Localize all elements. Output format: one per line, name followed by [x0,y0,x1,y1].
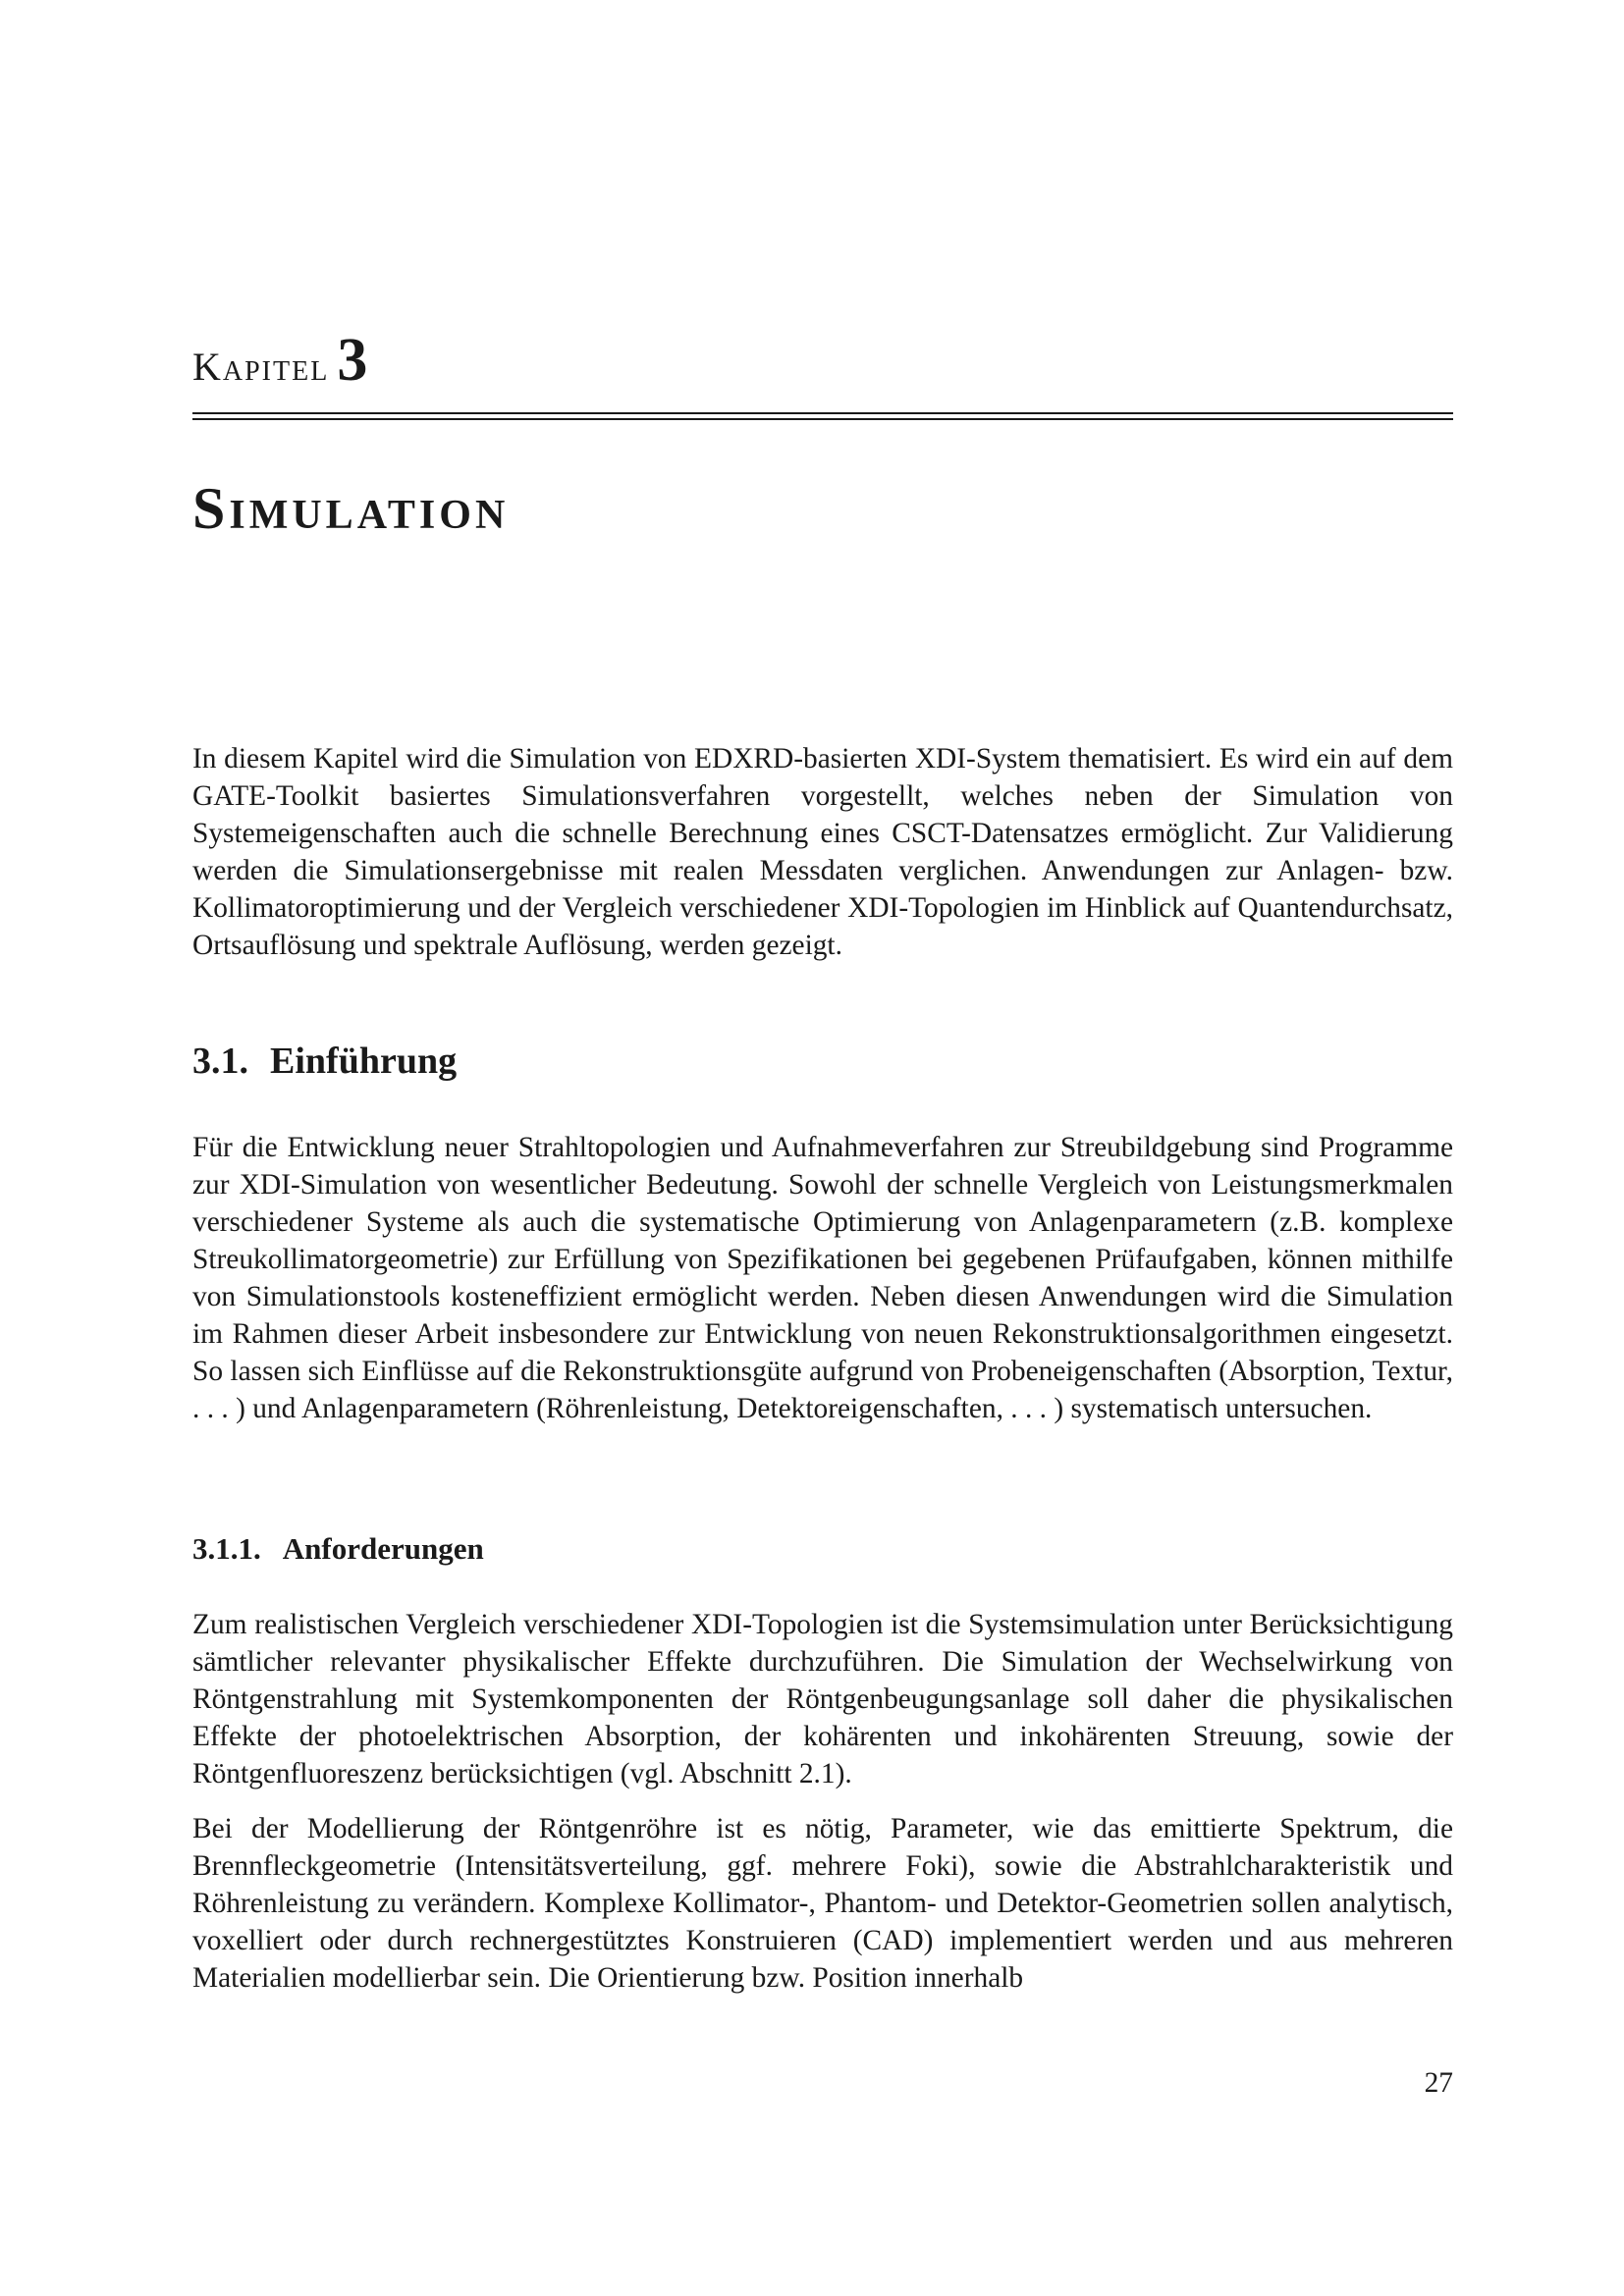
chapter-number: 3 [337,327,368,394]
chapter-rule-top [192,412,1453,414]
section-number: 3.1. [192,1041,248,1082]
section-paragraph: Für die Entwicklung neuer Strahltopologien und Aufnahmeverfahren zur Streubildgebung sind Programme zur XDI-Simulation von wesentlicher Bedeutung. Sowohl der schnelle Vergleich von Leistungsmerkmalen verschiedener Systeme als auch die systematische Optimierung von Anlagenparametern (z.B. komplexe Streukollimatorgeometrie) zur Erfüllung von Spezifikationen bei gegebenen Prüfaufgaben, können mithilfe von Simulationstools kosteneffizient ermöglicht werden. Neben diesen Anwendungen wird die Simulation im Rahmen dieser Arbeit insbesondere zur Entwicklung von neuen Rekonstruktionsalgorithmen eingesetzt. So lassen sich Einflüsse auf die Rekonstruktionsgüte aufgrund von Probeneigenschaften (Absorption, Textur, . . . ) und Anlagenparametern (Röhrenleistung, Detektoreigenschaften, . . . ) systematisch untersuchen. [192,1132,1453,1424]
subsection-heading [192,1533,1453,1564]
section-heading [192,1042,1453,1080]
chapter-title: Simulation [192,476,510,541]
subsection-number: 3.1.1. [192,1531,261,1566]
subsection-paragraph-2: Bei der Modellierung der Röntgenröhre ist es nötig, Parameter, wie das emittierte Spektrum, die Brennfleckgeometrie (Intensitätsverteilung, ggf. mehrere Foki), sowie die Abstrahlcharakteristik und Röhrenleistung zu verändern. Komplexe Kollimator-, Phantom- und Detektor-Geometrien sollen analytisch, voxelliert oder durch rechnergestütztes Konstruieren (CAD) implementiert werden und aus mehreren Materialien modellierbar sein. Die Orientierung bzw. Position innerhalb [192,1813,1453,1994]
intro-paragraph: In diesem Kapitel wird die Simulation von EDXRD-basierten XDI-System thematisiert. Es wird ein auf dem GATE-Toolkit basiertes Simulationsverfahren vorgestellt, welches neben der Simulation von Systemeigenschaften auch die schnelle Berechnung eines CSCT-Datensatzes ermöglicht. Zur Validierung werden die Simulationsergebnisse mit realen Messdaten verglichen. Anwendungen zur Anlagen- bzw. Kollimatoroptimierung und der Vergleich verschiedener XDI-Topologien im Hinblick auf Quantendurchsatz, Ortsauflösung und spektrale Auflösung, werden gezeigt. [192,743,1453,961]
page-number: 27 [1424,2067,1453,2099]
subsection-title: Anforderungen [282,1531,484,1566]
chapter-rule-bottom [192,418,1453,420]
subsection-paragraph-1: Zum realistischen Vergleich verschiedener XDI-Topologien ist die Systemsimulation unter Berücksichtigung sämtlicher relevanter physikalischer Effekte durchzuführen. Die Simulation der Wechselwirkung von Röntgenstrahlung mit Systemkomponenten der Röntgenbeugungsanlage soll daher die physikalischen Effekte der photoelektrischen Absorption, der kohärenten und inkohärenten Streuung, sowie der Röntgenfluoreszenz berücksichtigen (vgl. Abschnitt 2.1). [192,1609,1453,1789]
chapter-label [192,327,368,394]
section-title: Einführung [270,1041,458,1082]
chapter-word: Kapitel [192,345,330,389]
